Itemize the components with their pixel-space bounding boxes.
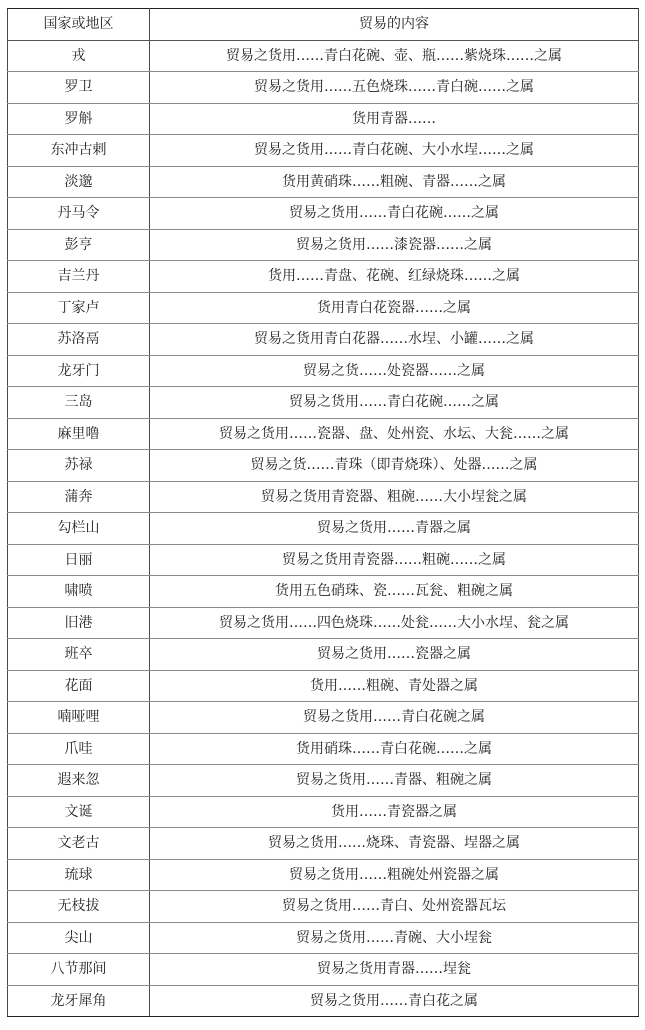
table-row xyxy=(8,922,639,954)
trade-content-cell: 贸易之货用青器……埕瓮 xyxy=(150,954,639,986)
table-row xyxy=(8,576,639,608)
table-row xyxy=(8,166,639,198)
trade-content-cell: 货用黄硝珠……粗碗、青器……之属 xyxy=(150,166,639,198)
table-row xyxy=(8,355,639,387)
region-cell: 东冲古剌 xyxy=(8,135,150,167)
table-row xyxy=(8,985,639,1017)
region-cell: 彭亨 xyxy=(8,229,150,261)
region-cell: 龙牙门 xyxy=(8,355,150,387)
trade-content-cell: 贸易之货用……青白花碗……之属 xyxy=(150,198,639,230)
region-cell: 喃哑哩 xyxy=(8,702,150,734)
table-row xyxy=(8,324,639,356)
trade-content-cell: 贸易之货用……粗碗处州瓷器之属 xyxy=(150,859,639,891)
region-cell: 日丽 xyxy=(8,544,150,576)
region-cell: 龙牙犀角 xyxy=(8,985,150,1017)
table-row xyxy=(8,450,639,482)
table-row xyxy=(8,103,639,135)
table-row xyxy=(8,607,639,639)
region-cell: 蒲奔 xyxy=(8,481,150,513)
region-cell: 文老古 xyxy=(8,828,150,860)
trade-content-cell: 贸易之货用……四色烧珠……处瓮……大小水埕、瓮之属 xyxy=(150,607,639,639)
table-row xyxy=(8,261,639,293)
region-cell: 班卒 xyxy=(8,639,150,671)
region-cell: 罗卫 xyxy=(8,72,150,104)
trade-content-cell: 贸易之货用……烧珠、青瓷器、埕器之属 xyxy=(150,828,639,860)
trade-content-cell: 货用青白花瓷器……之属 xyxy=(150,292,639,324)
trade-goods-table xyxy=(7,8,639,1017)
table-row xyxy=(8,513,639,545)
table-row xyxy=(8,198,639,230)
trade-content-cell: 贸易之货用……青白、处州瓷器瓦坛 xyxy=(150,891,639,923)
region-cell: 花面 xyxy=(8,670,150,702)
trade-content-cell: 贸易之货用……瓷器、盘、处州瓷、水坛、大瓮……之属 xyxy=(150,418,639,450)
column-header-region: 国家或地区 xyxy=(8,9,150,41)
region-cell: 遐来忽 xyxy=(8,765,150,797)
trade-content-cell: 货用硝珠……青白花碗……之属 xyxy=(150,733,639,765)
table-row xyxy=(8,418,639,450)
region-cell: 琉球 xyxy=(8,859,150,891)
table-row xyxy=(8,387,639,419)
table-row xyxy=(8,229,639,261)
region-cell: 丁家卢 xyxy=(8,292,150,324)
region-cell: 淡邈 xyxy=(8,166,150,198)
table-row xyxy=(8,828,639,860)
table-row xyxy=(8,891,639,923)
trade-content-cell: 贸易之货……青珠（即青烧珠）、处器……之属 xyxy=(150,450,639,482)
region-cell: 文诞 xyxy=(8,796,150,828)
trade-content-cell: 贸易之货用青瓷器、粗碗……大小埕瓮之属 xyxy=(150,481,639,513)
region-cell: 苏洛鬲 xyxy=(8,324,150,356)
region-cell: 八节那间 xyxy=(8,954,150,986)
region-cell: 丹马令 xyxy=(8,198,150,230)
region-cell: 吉兰丹 xyxy=(8,261,150,293)
trade-content-cell: 货用五色硝珠、瓷……瓦瓮、粗碗之属 xyxy=(150,576,639,608)
trade-content-cell: 货用……粗碗、青处器之属 xyxy=(150,670,639,702)
trade-content-cell: 贸易之货用……五色烧珠……青白碗……之属 xyxy=(150,72,639,104)
region-cell: 三岛 xyxy=(8,387,150,419)
trade-content-cell: 贸易之货用……青器之属 xyxy=(150,513,639,545)
table-row xyxy=(8,40,639,72)
region-cell: 麻里噜 xyxy=(8,418,150,450)
region-cell: 戎 xyxy=(8,40,150,72)
trade-content-cell: 贸易之货用……漆瓷器……之属 xyxy=(150,229,639,261)
table-row xyxy=(8,135,639,167)
trade-content-cell: 货用青器…… xyxy=(150,103,639,135)
trade-content-cell: 贸易之货……处瓷器……之属 xyxy=(150,355,639,387)
region-cell: 旧港 xyxy=(8,607,150,639)
trade-content-cell: 贸易之货用……青白花碗之属 xyxy=(150,702,639,734)
trade-content-cell: 贸易之货用……青碗、大小埕瓮 xyxy=(150,922,639,954)
region-cell: 爪哇 xyxy=(8,733,150,765)
table-row xyxy=(8,954,639,986)
trade-content-cell: 贸易之货用……瓷器之属 xyxy=(150,639,639,671)
trade-content-cell: 货用……青瓷器之属 xyxy=(150,796,639,828)
region-cell: 无枝拔 xyxy=(8,891,150,923)
region-cell: 罗斛 xyxy=(8,103,150,135)
table-row xyxy=(8,859,639,891)
column-header-trade-content: 贸易的内容 xyxy=(150,9,639,41)
trade-content-cell: 贸易之货用……青白花碗、大小水埕……之属 xyxy=(150,135,639,167)
table-body xyxy=(8,40,639,1017)
table-row xyxy=(8,292,639,324)
region-cell: 尖山 xyxy=(8,922,150,954)
table-row xyxy=(8,733,639,765)
trade-content-cell: 贸易之货用……青白花之属 xyxy=(150,985,639,1017)
table-header-row xyxy=(8,9,639,41)
trade-content-cell: 贸易之货用……青白花碗、壶、瓶……紫烧珠……之属 xyxy=(150,40,639,72)
table-row xyxy=(8,765,639,797)
table-row xyxy=(8,796,639,828)
trade-content-cell: 货用……青盘、花碗、红绿烧珠……之属 xyxy=(150,261,639,293)
region-cell: 苏禄 xyxy=(8,450,150,482)
trade-content-cell: 贸易之货用……青白花碗……之属 xyxy=(150,387,639,419)
table-row xyxy=(8,702,639,734)
table-row xyxy=(8,481,639,513)
trade-content-cell: 贸易之货用青白花器……水埕、小罐……之属 xyxy=(150,324,639,356)
trade-content-cell: 贸易之货用青瓷器……粗碗……之属 xyxy=(150,544,639,576)
table-row xyxy=(8,670,639,702)
table-row xyxy=(8,639,639,671)
table-row xyxy=(8,544,639,576)
table-row xyxy=(8,72,639,104)
region-cell: 勾栏山 xyxy=(8,513,150,545)
region-cell: 啸喷 xyxy=(8,576,150,608)
trade-content-cell: 贸易之货用……青器、粗碗之属 xyxy=(150,765,639,797)
